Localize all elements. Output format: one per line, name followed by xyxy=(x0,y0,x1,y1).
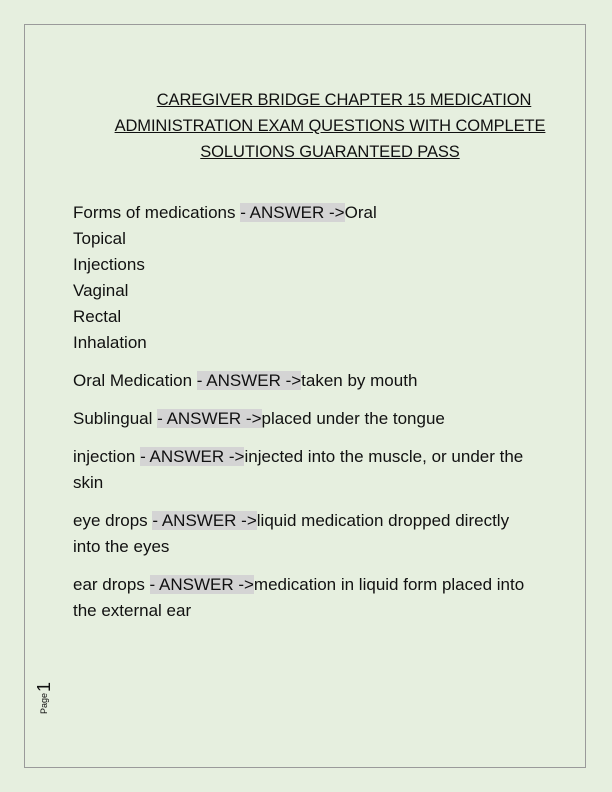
qa-term: ear drops xyxy=(73,575,150,594)
qa-answer: placed under the tongue xyxy=(261,409,445,428)
qa-answer-line: Injections xyxy=(73,255,145,274)
answer-marker: - ANSWER -> xyxy=(196,371,302,390)
qa-entry xyxy=(73,368,573,394)
qa-term: Sublingual xyxy=(73,409,158,428)
qa-first-row xyxy=(73,200,573,226)
answer-marker: - ANSWER -> xyxy=(149,575,254,594)
qa-answer: medication in liquid form placed into xyxy=(253,575,525,594)
qa-answer-line: Rectal xyxy=(73,307,122,326)
qa-first-row xyxy=(73,406,573,432)
qa-answer-line: Vaginal xyxy=(73,281,129,300)
qa-first-row xyxy=(73,444,573,470)
qa-answer-line: the external ear xyxy=(73,601,192,620)
qa-entry xyxy=(73,200,573,356)
qa-entry xyxy=(73,572,573,624)
qa-answer: injected into the muscle, or under the xyxy=(244,447,524,466)
qa-answer-line: into the eyes xyxy=(73,537,170,556)
qa-answer: liquid medication dropped directly xyxy=(256,511,510,530)
page-number xyxy=(24,678,64,718)
qa-answer-line: skin xyxy=(73,473,104,492)
qa-term: Oral Medication xyxy=(73,371,197,390)
qa-term: eye drops xyxy=(73,511,153,530)
answer-marker: - ANSWER -> xyxy=(152,511,257,530)
qa-answer-line: Topical xyxy=(73,229,126,248)
answer-marker: - ANSWER -> xyxy=(140,447,245,466)
document-title xyxy=(70,87,590,165)
qa-entry xyxy=(73,508,573,560)
answer-marker: - ANSWER -> xyxy=(157,409,262,428)
qa-answer: taken by mouth xyxy=(301,371,418,390)
answer-marker: - ANSWER -> xyxy=(240,203,345,222)
qa-term: injection xyxy=(73,447,141,466)
page-label: Page xyxy=(39,693,49,715)
title-line: ADMINISTRATION EXAM QUESTIONS WITH COMPLETE xyxy=(114,117,546,135)
qa-answer: Oral xyxy=(344,203,377,222)
qa-first-row xyxy=(73,572,573,598)
qa-term: Forms of medications xyxy=(73,203,241,222)
qa-entry xyxy=(73,444,573,496)
qa-list xyxy=(73,200,573,636)
qa-answer-line: Inhalation xyxy=(73,333,147,352)
qa-entry xyxy=(73,406,573,432)
qa-first-row xyxy=(73,368,573,394)
page-number-value: 1 xyxy=(33,681,54,692)
title-line: CAREGIVER BRIDGE CHAPTER 15 MEDICATION xyxy=(156,91,532,109)
title-line: SOLUTIONS GUARANTEED PASS xyxy=(200,143,460,161)
qa-first-row xyxy=(73,508,573,534)
